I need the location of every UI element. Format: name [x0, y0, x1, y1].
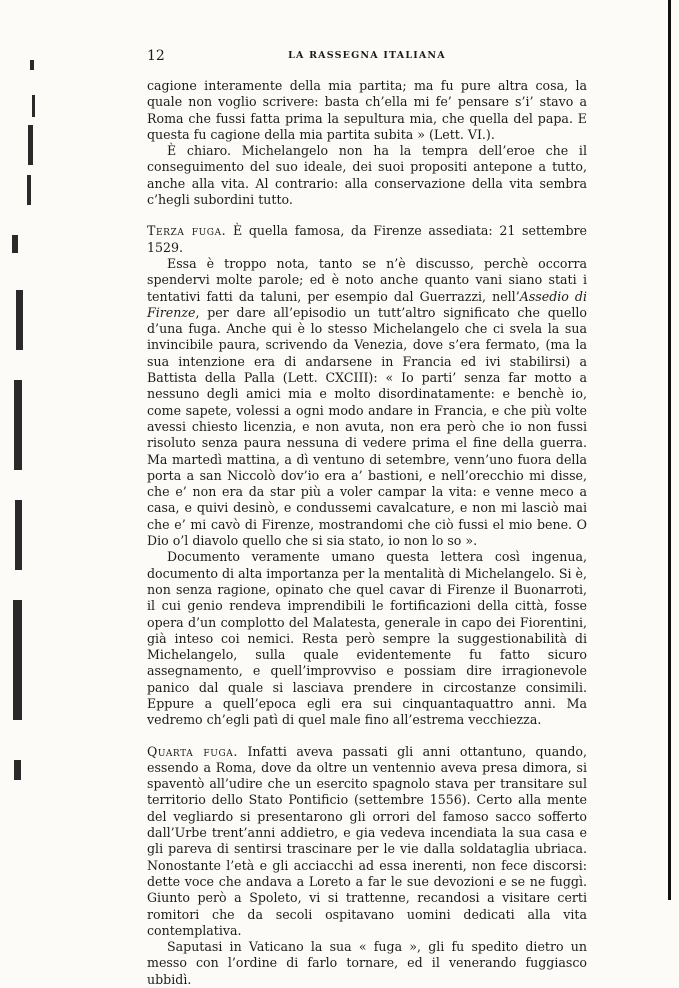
section-label: Quarta fuga. — [147, 743, 238, 759]
section-terza-fuga — [147, 223, 587, 256]
scan-gutter — [0, 0, 42, 900]
journal-title: LA RASSEGNA ITALIANA — [288, 50, 446, 61]
paragraph-text: , per dare all’episodio un tutt’altro significato che quello d’una fuga. Anche qui è lo stesso Michelangelo che ci svela la sua invincibile paura, scrivendo da Venezia, dove s’era fermato, (ma la sua intenzione era di andarsene in Francia ed ivi stabilirsi) a Battista della Palla (Lett. CXCIII): « Io parti’ senza far motto a nessuno degli amici mia e molto disordinatamente: e benchè io, come sapete, volessi a ogni modo andare in Francia, e che più volte avessi chiesto licenzia, e non avuta, non era però che io non fussi risoluto senza paura nessuna di vedere prima el fine della guerra. Ma martedì mattina, a dì ventuno di setembre, venn’uno fuora della porta a san Niccolò dov’io era a’ bastioni, e nell’orecchio mi disse, che e’ non era da star più a voler campar la vita: e venne meco a casa, e quivi desinò, e condussemi cavalcature, e non mi lasciò mai che e’ mi cavò di Firenze, mostrandomi che ciò fussi el mio bene. O Dio o’l diavolo quello che si sia stato, io non lo so ». — [147, 304, 587, 549]
book-title: Assedio di Firenze — [147, 288, 587, 320]
paragraph-text: Essa è troppo nota, tanto se n’è discusso, perchè occorra spendervi molte parole; ed è noto anche quanto vani siano stati i tentativi fatti da taluni, per esempio dal Guerrazzi, nell’ — [147, 255, 587, 304]
paragraph — [147, 256, 587, 549]
running-head — [147, 48, 587, 68]
scan-edge — [668, 0, 671, 900]
article-body — [147, 78, 587, 988]
paragraph: cagione interamente della mia partita; ma fu pure altra cosa, la quale non voglio scrivere: basta ch’ella mi fe’ pensare s’i’ stavo a Roma che fussi fatta prima la sepultura mia, che quella del papa. E questa fu cagione della mia partita subita » (Lett. VI.). — [147, 78, 587, 142]
section-label: Terza fuga. — [147, 223, 227, 239]
page-number: 12 — [147, 48, 165, 64]
paragraph: Saputasi in Vaticano la sua « fuga », gli fu spedito dietro un messo con l’ordine di farlo tornare, ed il venerando fuggiasco ubbidì. — [147, 939, 587, 987]
section-text: Infatti aveva passati gli anni ottantuno, quando, essendo a Roma, dove da oltre un ventennio aveva presa dimora, si spaventò all’udire che un esercito spagnolo stava per transitare sul territorio dello Stato Pontificio (settembre 1556). Certo alla mente del vegliardo si presentarono gli orrori del famoso sacco sofferto dall’Urbe trent’anni addietro, e gia vedeva incendiata la sua casa e gli pareva di sentirsi trascinare per le vie dalla soldataglia ubriaca. Nonostante l’età e gli acciacchi ad essa inerenti, non fece discorsi: dette voce che andava a Loreto a far le sue devozioni e se ne fuggì. Giunto però a Spoleto, vi si trattenne, recandosi a visitare certi romitori che da secoli ospitavano uomini dedicati alla vita contemplativa. — [147, 743, 587, 938]
paragraph: Documento veramente umano questa lettera così ingenua, documento di alta importanza per la mentalità di Michelangelo. Si è, non senza ragione, opinato che quel cavar di Firenze il Buonarroti, il cui genio rendeva imprendibili le fortificazioni della città, fosse opera d’un complotto del Malatesta, generale in capo dei Fiorentini, già inteso coi nemici. Resta però sempre la suggestionabilità di Michelangelo, sulla quale evidentemente fu fatto sicuro assegnamento, e quell’improvviso e possiam dire irragionevole panico dal quale si lasciava prendere in circostanze consimili. Eppure a quell’epoca egli era sui cinquantaquattro anni. Ma vedremo ch’egli patì di quel male fino all’estrema vecchiezza. — [147, 549, 587, 728]
section-text: È quella famosa, da Firenze assediata: 21 settembre 1529. — [147, 223, 587, 255]
paragraph: È chiaro. Michelangelo non ha la tempra dell’eroe che il conseguimento del suo ideale, dei suoi propositi antepone a tutto, anche alla vita. Al contrario: alla conservazione della vita sembra c’hegli subordini tutto. — [147, 143, 587, 208]
section-quarta-fuga — [147, 744, 587, 940]
